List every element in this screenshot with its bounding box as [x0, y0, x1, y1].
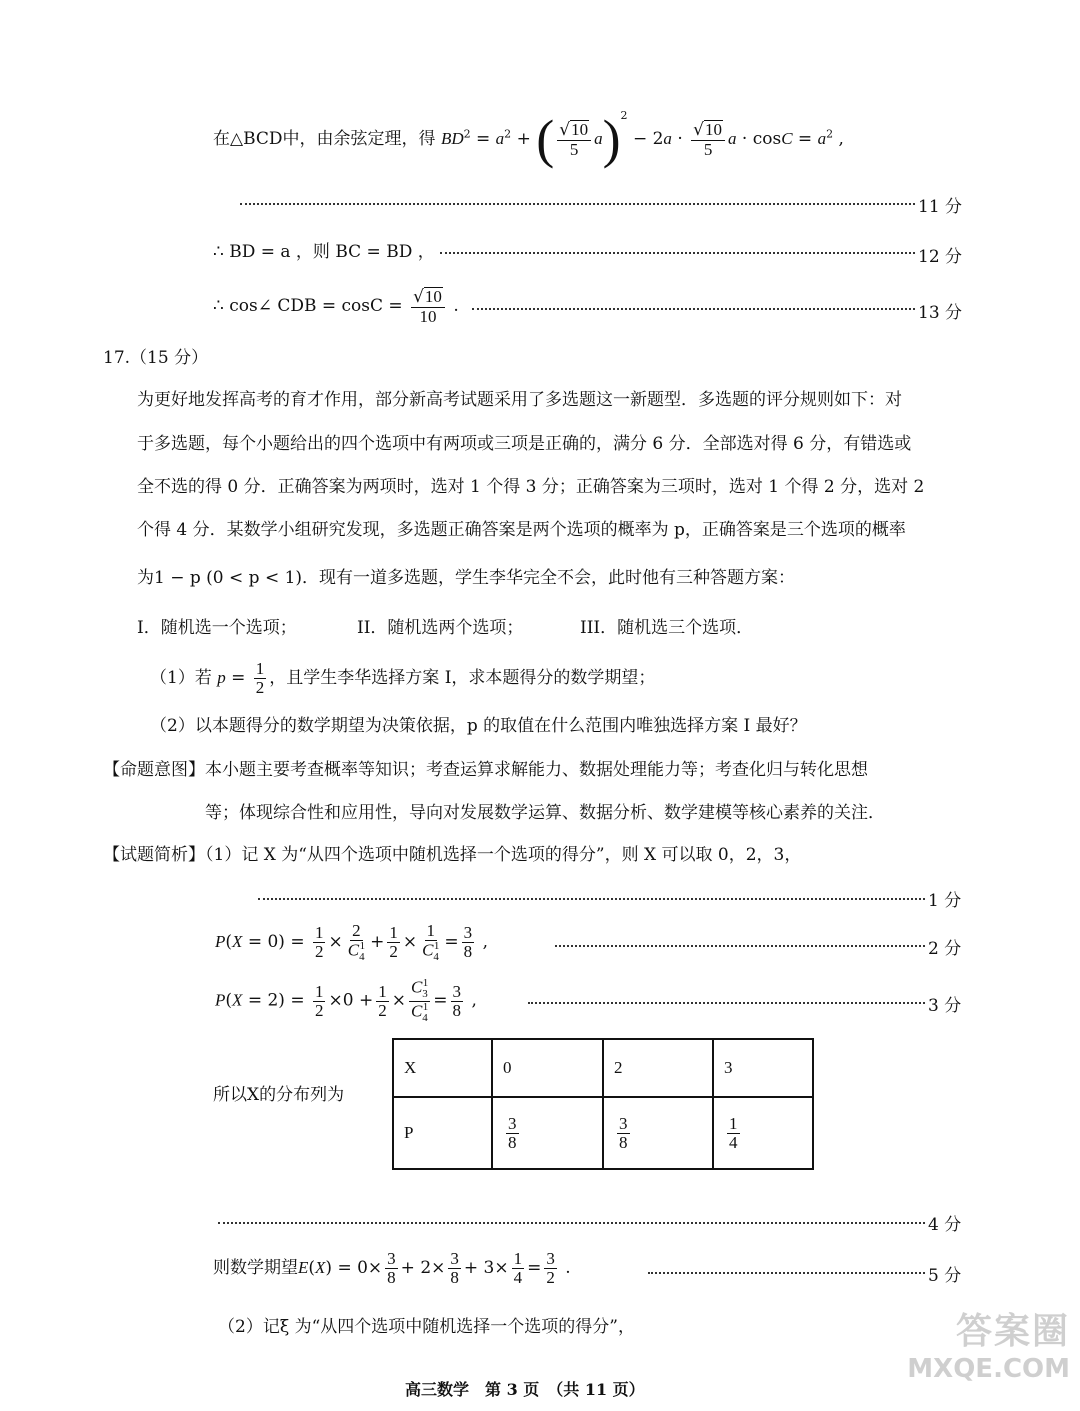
option-3: III．随机选三个选项．	[580, 618, 754, 638]
cos-cdb-text: ∴ cos∠ CDB = cosC =	[213, 295, 403, 316]
table-cell: X	[393, 1039, 492, 1097]
score-2: 2 分	[928, 939, 962, 959]
page-footer: 高三数学 第 3 页 （共 11 页）	[405, 1380, 645, 1399]
q17-paragraph-2: 于多选题，每个小题给出的四个选项中有两项或三项是正确的，满分 6 分．全部选对得 6 分，有错选或	[137, 434, 912, 454]
expect-prefix: 则数学期望	[213, 1257, 298, 1278]
sub-question-2: （2）以本题得分的数学期望为决策依据，p 的取值在什么范围内唯独选择方案 I 最好？	[150, 716, 807, 736]
intent-line-2: 等；体现综合性和应用性，导向对发展数学运算、数据分析、数学建模等核心素养的关注．	[205, 803, 885, 823]
px0-equation: P(X = 0) = $\frac{1}{2}$ × $\frac{2}{C_4^1}$ + $\frac{1}{2}$ × $\frac{1}{C_4^1}$ = $\frac{3}{8}$ ,	[215, 921, 488, 963]
frac-den: 8	[619, 1132, 628, 1152]
table-cell: P	[393, 1097, 492, 1169]
bd-line: ∴ BD = a ，则 BC = BD ，	[213, 242, 435, 262]
dotted-leader	[440, 252, 915, 254]
intent-text: 本小题主要考查概率等知识；考查运算求解能力、数据处理能力等；考查化归与转化思想	[205, 760, 868, 780]
score-4: 4 分	[928, 1215, 962, 1235]
intent-label: 【命题意图】	[103, 760, 205, 780]
distribution-table	[392, 1038, 814, 1170]
frac-num: 3	[508, 1113, 517, 1133]
table-row	[393, 1039, 813, 1097]
q17-paragraph-1: 为更好地发挥高考的育才作用，部分新高考试题采用了多选题这一新题型．多选题的评分规则如下：对	[137, 390, 902, 410]
watermark-top: 答案圈	[955, 1311, 1070, 1352]
cosine-law-text: 在△BCD中，由余弦定理，得	[213, 129, 436, 150]
option-2: II．随机选两个选项；	[357, 618, 524, 638]
table-cell: 2	[603, 1039, 713, 1097]
expectation-line: 则数学期望E(X) = 0× $\frac{3}{8}$ + 2× $\frac{3}{8}$ + 3× $\frac{1}{4}$ = $\frac{3}{2}$ .	[213, 1249, 571, 1287]
score-3: 3 分	[928, 996, 962, 1016]
table-cell	[603, 1097, 713, 1169]
dotted-leader	[240, 203, 915, 205]
sub1-prefix: （1）若	[150, 667, 212, 688]
sub2-analysis-line: （2）记ξ 为“从四个选项中随机选择一个选项的得分”，	[218, 1317, 635, 1337]
table-row	[393, 1097, 813, 1169]
q17-paragraph-3: 全不选的得 0 分．正确答案为两项时，选对 1 个得 3 分；正确答案为三项时，选对 1 个得 2 分，选对 2	[137, 477, 925, 497]
score-13: 13 分	[918, 303, 963, 323]
dotted-leader	[258, 898, 925, 900]
dotted-leader	[648, 1272, 925, 1274]
frac-den: 8	[508, 1132, 517, 1152]
table-cell: 3	[713, 1039, 813, 1097]
q17-paragraph-5: 为1 − p (0 < p < 1)．现有一道多选题，学生李华完全不会，此时他有三种答题方案：	[137, 568, 796, 588]
table-cell: 0	[492, 1039, 603, 1097]
intent-line-1	[103, 760, 868, 780]
sub1-suffix: ，且学生李华选择方案 I，求本题得分的数学期望；	[269, 667, 656, 688]
analysis-label: 【试题简析】	[103, 845, 205, 865]
frac-den: 4	[729, 1132, 738, 1152]
cosine-law-line: 在△BCD中，由余弦定理，得 $BD^2 = a^2$ + ( $\frac{√10}{5}$ a)$^2$ − 2a · $\frac{√10}{5}$ $a \cdot \cos C = a^2$ ,	[213, 109, 844, 169]
score-5: 5 分	[928, 1266, 962, 1286]
score-11: 11 分	[918, 197, 963, 217]
dotted-leader	[472, 308, 915, 310]
dotted-leader	[218, 1222, 925, 1224]
dotted-leader	[555, 945, 925, 947]
table-cell	[492, 1097, 603, 1169]
question-17-header: 17.（15 分）	[103, 348, 209, 368]
score-1: 1 分	[928, 891, 962, 911]
watermark-bottom: MXQE.COM	[907, 1354, 1070, 1384]
analysis-text: （1）记 X 为“从四个选项中随机选择一个选项的得分”，则 X 可以取 0，2，3，	[205, 845, 802, 865]
analysis-line-1	[103, 845, 801, 865]
dotted-leader	[528, 1002, 925, 1004]
score-12: 12 分	[918, 247, 963, 267]
q17-paragraph-4: 个得 4 分．某数学小组研究发现，多选题正确答案是两个选项的概率为 p，正确答案是三个选项的概率	[137, 520, 906, 540]
sub-question-1: （1）若 p = $\frac{1}{2}$ ，且学生李华选择方案 I，求本题得分的数学期望；	[150, 659, 656, 697]
cos-cdb-line: ∴ cos∠ CDB = cosC = $\frac{√10}{10}$ .	[213, 287, 459, 326]
watermark-logo	[880, 1303, 1070, 1403]
frac-num: 3	[619, 1113, 628, 1133]
frac-num: 1	[729, 1113, 738, 1133]
table-cell	[713, 1097, 813, 1169]
distribution-label: 所以X的分布列为	[213, 1085, 345, 1105]
px2-equation: P(X = 2) = $\frac{1}{2}$ ×0 + $\frac{1}{2}$ × $\frac{C_3^1}{C_4^1}$ = $\frac{3}{8}$ ,	[215, 977, 477, 1024]
option-1: I．随机选一个选项；	[137, 618, 297, 638]
